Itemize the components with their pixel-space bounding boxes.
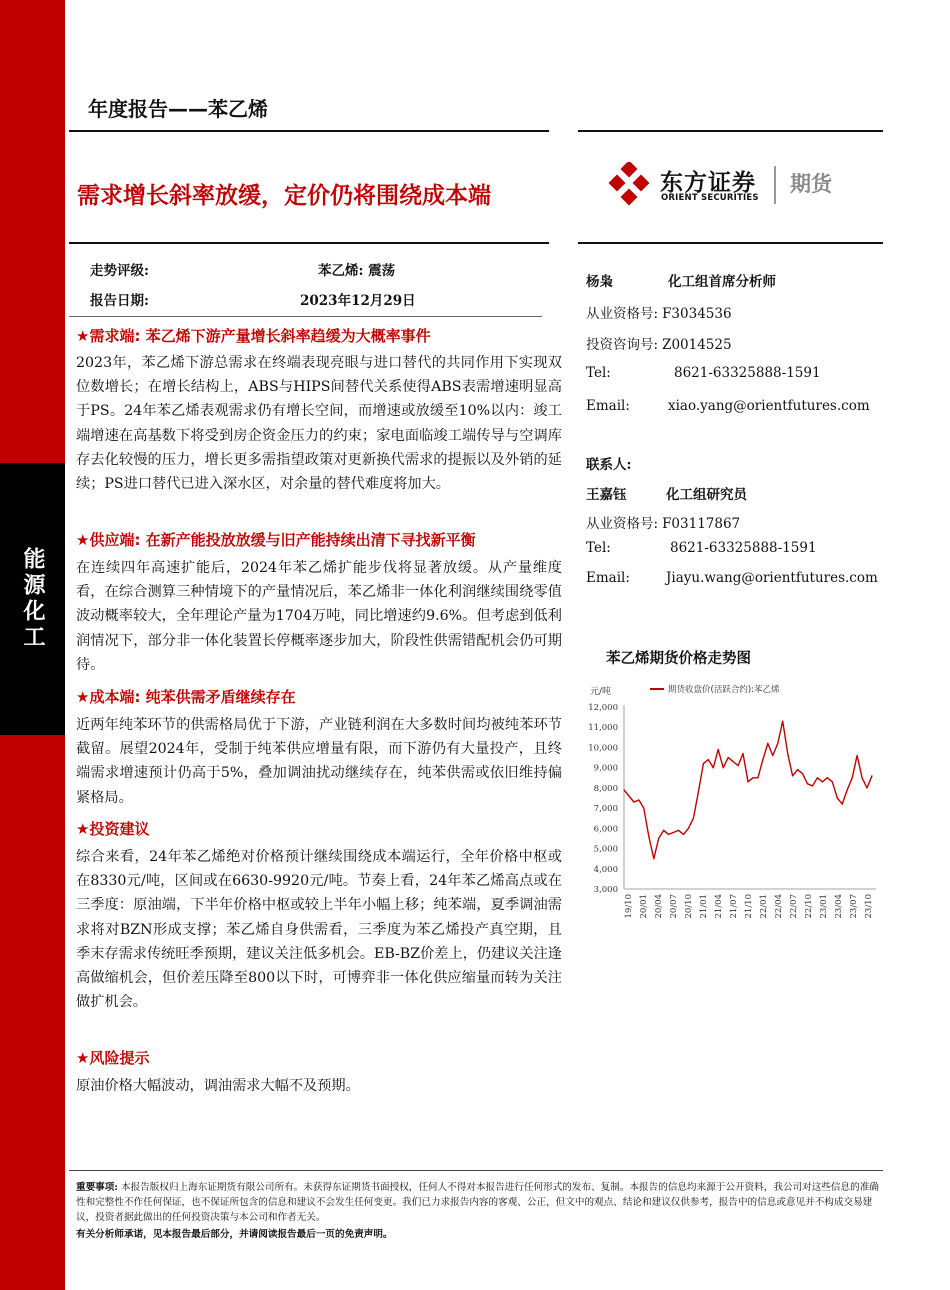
y-tick-label: 5,000 [593,844,618,855]
data-point [698,791,699,792]
data-point [777,743,778,744]
y-tick-label: 12,000 [588,703,618,713]
data-point [718,749,719,750]
x-tick-label: 22/10 [804,894,814,919]
data-point [728,757,729,758]
data-point [638,799,639,800]
data-point [832,781,833,782]
section-body-supply: 在连续四年高速扩能后，2024年苯乙烯扩能步伐将显著放缓。从产量维度看，在综合测算三种情境下的产量情况后，苯乙烯非一体化利润继续围绕零值波动概率较大，全年理论产量为1704万吨，同比增速约9.6%。但考虑到低利润情况下，部分非一体化装置长停概率逐步加大，阶段性供需错配机会仍可期待。 [76,560,562,673]
data-point [733,761,734,762]
section-heading-risk: ★风险提示 [76,1049,150,1067]
data-point [866,787,867,788]
x-tick-label: 22/04 [774,894,784,919]
data-point [817,777,818,778]
section-heading-demand: ★需求端: 苯乙烯下游产量增长斜率趋缓为大概率事件 [76,327,431,345]
data-point [653,858,654,859]
section-body-demand: 2023年，苯乙烯下游总需求在终端表现亮眼与进口替代的共同作用下实现双位数增长；在增长结构上，ABS与HIPS间替代关系使得ABS表需增速明显高于PS。24年苯乙烯表观需求仍有增长空间，而增速或放缓至10%以内：竣工端增速在高基数下将受到房企资金压力的约束；家电面临竣工端传导与空调库存去化较慢的压力，增长更多需指望政策对更新换代需求的提振以及外销的延续；PS进口替代已进入深水区，对余量的替代难度将加大。 [76,355,562,493]
x-tick-label: 23/04 [834,894,844,919]
data-point [708,759,709,760]
x-tick-label: 22/01 [759,894,769,919]
section-heading-supply: ★供应端: 在新产能投放放缓与旧产能持续出清下寻找新平衡 [76,531,476,549]
meta-rule [69,316,542,317]
data-point [807,783,808,784]
logo-english-name: ORIENT SECURITIES [661,193,759,203]
x-tick-label: 20/01 [639,894,649,919]
top-rule-left [69,130,549,132]
contact-email-value[interactable]: Jiayu.wang@orientfutures.com [666,570,878,586]
rating-value: 苯乙烯: 震荡 [318,263,396,279]
contact-email-row [586,570,886,586]
x-tick-label: 21/04 [714,894,724,919]
data-point [658,838,659,839]
data-point [643,808,644,809]
data-point [742,753,743,754]
data-point [792,775,793,776]
disclaimer [76,1180,886,1225]
data-point [752,777,753,778]
data-point [812,785,813,786]
y-tick-label: 11,000 [588,723,618,734]
y-tick-label: 3,000 [593,885,618,895]
data-point [862,777,863,778]
report-type: 年度报告——苯乙烯 [88,97,268,121]
analyst-qual-value: F3034536 [662,306,732,322]
rating-label: 走势评级: [90,263,149,279]
x-tick-label: 21/10 [744,894,754,919]
date-label: 报告日期: [90,293,149,309]
y-tick-label: 7,000 [593,804,618,815]
analyst-title: 化工组首席分析师 [668,274,776,290]
data-point [852,777,853,778]
contact-email-label: Email: [586,570,630,586]
analyst-name: 杨枭 [586,274,613,290]
data-point [633,801,634,802]
logo-chinese-name: 东方证券 [660,170,756,196]
company-logo [606,162,846,206]
data-point [797,769,798,770]
data-point [837,797,838,798]
contact-qual-label: 从业资格号: [586,516,659,532]
analyst-qual-row [586,302,732,322]
y-tick-label: 4,000 [593,864,618,875]
analyst-tel-row [586,365,886,381]
top-rule-right [578,130,883,132]
data-point [623,789,624,790]
analyst-row [586,270,776,290]
contact-title: 化工组研究员 [666,487,747,503]
contact-tel-value: 8621-63325888-1591 [670,540,817,556]
analyst-email-label: Email: [586,398,630,414]
data-point [847,789,848,790]
data-point [693,818,694,819]
logo-divider [774,166,776,204]
analyst-email-value[interactable]: xiao.yang@orientfutures.com [668,398,870,414]
data-point [782,721,783,722]
analyst-tel-label: Tel: [586,365,611,381]
data-point [663,830,664,831]
analyst-email-row [586,398,886,414]
contact-row [586,483,747,503]
section-body-investment: 综合来看，24年苯乙烯绝对价格预计继续围绕成本端运行，全年价格中枢或在8330元/吨，区间或在6630-9920元/吨。节奏上看，24年苯乙烯高点或在三季度：原油端，下半年价格中枢或较上半年小幅上移；纯苯端，夏季调油需求将对BZN形成支撑；苯乙烯自身供需看，三季度为苯乙烯投产真空期，且季末存需求传统旺季预期，建议关注低多机会。EB-BZ价差上，仍建议关注逢高做缩机会，但价差压降至800以下时，可博弈非一体化供应缩量而转为关注做扩机会。 [76,849,562,1011]
legend-label: 期货收盘价(活跃合约):苯乙烯 [668,685,780,695]
data-point [628,795,629,796]
headline: 需求增长斜率放缓，定价仍将围绕成本端 [77,183,491,209]
data-point [772,755,773,756]
y-axis-unit: 元/吨 [590,687,612,697]
data-point [871,775,872,776]
contact-tel-label: Tel: [586,540,611,556]
x-tick-label: 20/07 [669,894,679,919]
x-tick-label: 23/01 [819,894,829,919]
contact-qual-row [586,512,740,532]
analyst-consult-value: Z0014525 [662,337,732,353]
section-heading-investment: ★投资建议 [76,820,150,838]
analyst-tel-value: 8621-63325888-1591 [674,365,821,381]
orient-logo-icon [606,162,652,206]
data-point [802,773,803,774]
contact-qual-value: F03117867 [662,516,741,532]
data-point [688,828,689,829]
y-tick-label: 9,000 [593,763,618,774]
data-point [822,781,823,782]
section-heading-cost: ★成本端: 纯苯供需矛盾继续存在 [76,688,296,706]
data-point [713,767,714,768]
data-point [703,763,704,764]
logo-futures: 期货 [790,172,832,196]
headline-rule-left [69,242,549,244]
data-point [648,836,649,837]
data-point [668,834,669,835]
headline-rule-right [578,242,883,244]
x-tick-label: 22/07 [789,894,799,919]
x-tick-label: 23/07 [849,894,859,919]
x-tick-label: 20/10 [684,894,694,919]
series-line [624,721,872,859]
sector-label: 能源化工 [0,463,65,735]
x-tick-label: 21/01 [699,894,709,919]
data-point [787,753,788,754]
x-tick-label: 21/07 [729,894,739,919]
data-point [673,832,674,833]
data-point [767,743,768,744]
data-point [757,777,758,778]
footer-rule [69,1170,883,1171]
analyst-consult-label: 投资咨询号: [586,337,659,353]
analyst-commitment: 有关分析师承诺，见本报告最后部分，并请阅读报告最后一页的免责声明。 [76,1229,393,1240]
section-body-cost: 近两年纯苯环节的供需格局优于下游，产业链利润在大多数时间均被纯苯环节截留。展望2024年，受制于纯苯供应增量有限，而下游仍有大量投产，且终端需求增速预计仍高于5%，叠加调油扰动继续存在，纯苯供需或依旧维持偏紧格局。 [76,717,562,806]
section-body-risk: 原油价格大幅波动，调油需求大幅不及预期。 [76,1078,360,1094]
disclaimer-text: 本报告版权归上海东证期货有限公司所有。未获得东证期货书面授权，任何人不得对本报告进行任何形式的发布、复制。本报告的信息均来源于公开资料，我公司对这些信息的准确性和完整性不作任何保证，也不保证所包含的信息和建议不会发生任何变更。我们已力求报告内容的客观、公正，但文中的观点、结论和建议仅供参考，报告中的信息或意见并不构成交易建议，投资者据此做出的任何投资决策与本公司和作者无关。 [76,1182,879,1223]
data-point [683,834,684,835]
contact-heading: 联系人: [586,457,632,473]
contact-name: 王嘉钰 [586,487,627,503]
x-tick-label: 20/04 [654,894,664,919]
y-tick-label: 6,000 [593,824,618,835]
analyst-qual-label: 从业资格号: [586,306,659,322]
data-point [842,804,843,805]
data-point [723,767,724,768]
y-tick-label: 8,000 [593,783,618,794]
data-point [678,830,679,831]
y-tick-label: 10,000 [588,743,618,754]
disclaimer-label: 重要事项: [76,1182,118,1193]
x-tick-label: 23/10 [864,894,874,919]
analyst-consult-row [586,333,732,353]
chart-title: 苯乙烯期货价格走势图 [606,651,751,667]
data-point [827,777,828,778]
x-tick-label: 19/10 [624,894,634,919]
data-point [747,781,748,782]
date-value: 2023年12月29日 [300,293,416,309]
price-chart [586,677,886,939]
data-point [738,765,739,766]
data-point [762,759,763,760]
data-point [857,755,858,756]
contact-tel-row [586,540,886,556]
